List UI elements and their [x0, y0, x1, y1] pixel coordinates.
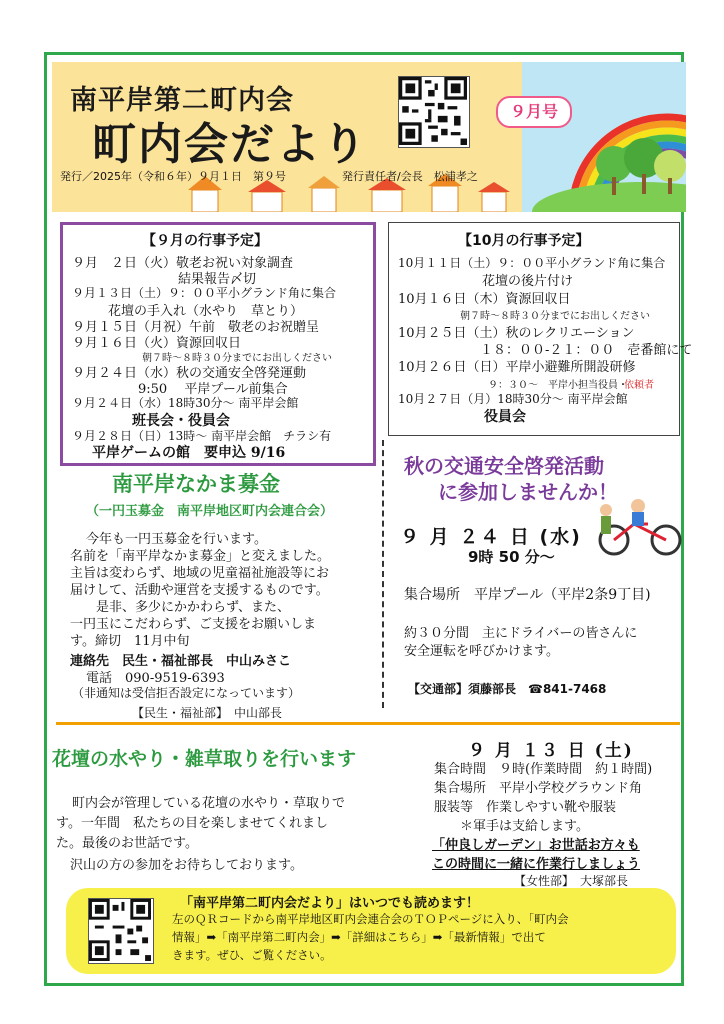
september-schedule-title: 【９月の行事予定】 [142, 233, 268, 249]
section-divider [56, 722, 680, 725]
fund-note: （非通知は受信拒否設定になっています） [72, 686, 301, 700]
garden-info: ＊軍手は支給します。 [460, 819, 589, 834]
sep-line: ９月２４日（水）秋の交通安全啓発運動 [72, 366, 307, 381]
garden-date: ９ 月 １３ 日 (土) [468, 741, 634, 761]
oct-line: 花壇の後片付け [482, 274, 574, 289]
garden-body: た。最後のお世話です。 [56, 836, 198, 851]
footer-heading: 「南平岸第二町内会だより」はいつでも読めます！ [180, 896, 480, 911]
fund-contact: 連絡先 民生・福祉部長 中山みさこ [70, 654, 292, 669]
fund-body: 主旨は変わらず、地域の児童福祉施設等にお [70, 566, 329, 581]
garden-dept: 【女性部】 大塚部長 [514, 874, 629, 888]
traffic-title-1: 秋の交通安全啓発活動 [404, 454, 604, 478]
oct-line: 10月１６日（木）資源回収日 [398, 292, 571, 307]
october-schedule-title: 【10月の行事予定】 [458, 233, 590, 249]
garden-info: 集合時間 ９時(作業時間 約１時間) [434, 762, 653, 777]
fund-dept: 【民生・福祉部】 中山部長 [132, 706, 283, 720]
traffic-title-2: に参加しませんか！ [438, 480, 618, 504]
garden-body: 沢山の方の参加をお待ちしております。 [70, 858, 303, 873]
footer-text: 左のＱＲコードから南平岸地区町内会連合会のＴＯＰページに入り、「町内会 [172, 912, 569, 926]
sep-line: 花壇の手入れ（水やり 草とり） [108, 304, 304, 319]
garden-body: す。一年間 私たちの目を楽しませてくれまし [56, 816, 328, 831]
fund-body: 今年も一円玉募金を行います。 [86, 532, 267, 547]
garden-info: 集合場所 平岸小学校グラウンド角 [434, 781, 643, 796]
oct-line: ９：３０～ 平岸小担当役員・ [488, 380, 628, 391]
oct-line: １８：００-２１：００ 壱番館にて [480, 343, 693, 358]
column-divider [382, 440, 384, 708]
sep-line: 9:50 平岸プール前集合 [138, 382, 288, 397]
sep-line: ９月１３日（土）９：００平小グランド角に集合 [72, 286, 337, 300]
org-name: 南平岸第二町内会 [70, 85, 294, 116]
fund-body: 届けして、活動や運営を支援するものです。 [70, 583, 329, 598]
fund-body: す。締切 11月中旬 [70, 634, 190, 649]
sep-line: ９月 ２日（火）敬老お祝い対象調査 [72, 256, 294, 271]
sep-line: ９月２４日（水）18時30分～ 南平岸会館 [72, 396, 299, 410]
garden-note: この時間に一緒に作業行しましょう [432, 857, 641, 872]
oct-line-highlight: 依頼者 [624, 380, 654, 391]
sep-line: 結果報告〆切 [178, 272, 257, 287]
garden-note: 「仲良しガーデン」お世話お方々も [432, 838, 640, 853]
traffic-dept: 【交通部】須藤部長 ☎841-7468 [408, 682, 607, 696]
fund-phone: 電話 090-9519-6393 [86, 671, 225, 686]
oct-line: 10月２５日（土）秋のレクリエーション [398, 326, 635, 341]
sep-line: 平岸ゲームの館 要申込 9/16 [92, 445, 286, 461]
oct-line: 10月１１日（土）９：００平小グランド角に集合 [398, 256, 666, 270]
sep-line: ９月１６日（火）資源回収日 [72, 336, 242, 351]
fund-title: 南平岸なかま募金 [112, 472, 280, 496]
garden-title: 花壇の水やり・雑草取りを行います [52, 748, 357, 770]
issue-info: 発行／2025年（令和６年）９月１日 第９号 [60, 170, 286, 183]
sep-line: 朝７時～８時３０分までにお出しください [142, 353, 332, 364]
fund-subtitle: （一円玉募金 南平岸地区町内会連合会） [86, 504, 334, 519]
newsletter-title: 町内会だより [92, 119, 368, 170]
fund-body: 名前を「南平岸なかま募金」と変えました。 [70, 549, 331, 564]
footer-text: 情報」➡「南平岸第二町内会」➡「詳細はこちら」➡「最新情報」で出て [172, 930, 546, 944]
month-badge: ９月号 [496, 96, 572, 128]
traffic-time: 9時 50 分～ [468, 548, 555, 566]
fund-body: 一円玉にこだわらず、ご支援をお願いしま [70, 617, 316, 632]
sep-line: ９月１５日（月祝）午前 敬老のお祝贈呈 [72, 320, 320, 335]
oct-line: 朝７時～８時３０分までにお出しください [460, 311, 650, 322]
footer-qr-code-icon[interactable] [88, 898, 154, 964]
garden-body: 町内会が管理している花壇の水やり・草取りで [72, 796, 346, 811]
sep-line: 班長会・役員会 [132, 413, 230, 429]
bicycle-illustration-icon [590, 494, 686, 558]
oct-line: 10月２６日（日）平岸小避難所開設研修 [398, 360, 636, 375]
oct-line: 10月２７日（月）18時30分～ 南平岸会館 [398, 392, 628, 406]
traffic-date: ９ 月 ２４ 日 (水) [400, 526, 582, 548]
footer-text: きます。ぜひ、ご覧ください。 [172, 948, 332, 962]
traffic-place: 集合場所 平岸プール（平岸2条9丁目) [404, 587, 651, 603]
traffic-body: 安全運転を呼びかけます。 [404, 644, 559, 659]
fund-body: 是非、多少にかかわらず、また、 [96, 600, 290, 615]
sep-line: ９月２８日（日）13時～ 南平岸会館 チラシ有 [72, 429, 332, 443]
responsible-person: 発行責任者/会長 松浦孝之 [342, 170, 478, 183]
oct-line: 役員会 [484, 409, 526, 425]
qr-code-icon[interactable] [398, 76, 470, 148]
traffic-body: 約３０分間 主にドライバーの皆さんに [404, 626, 638, 641]
garden-info: 服装等 作業しやすい靴や服装 [434, 800, 617, 815]
